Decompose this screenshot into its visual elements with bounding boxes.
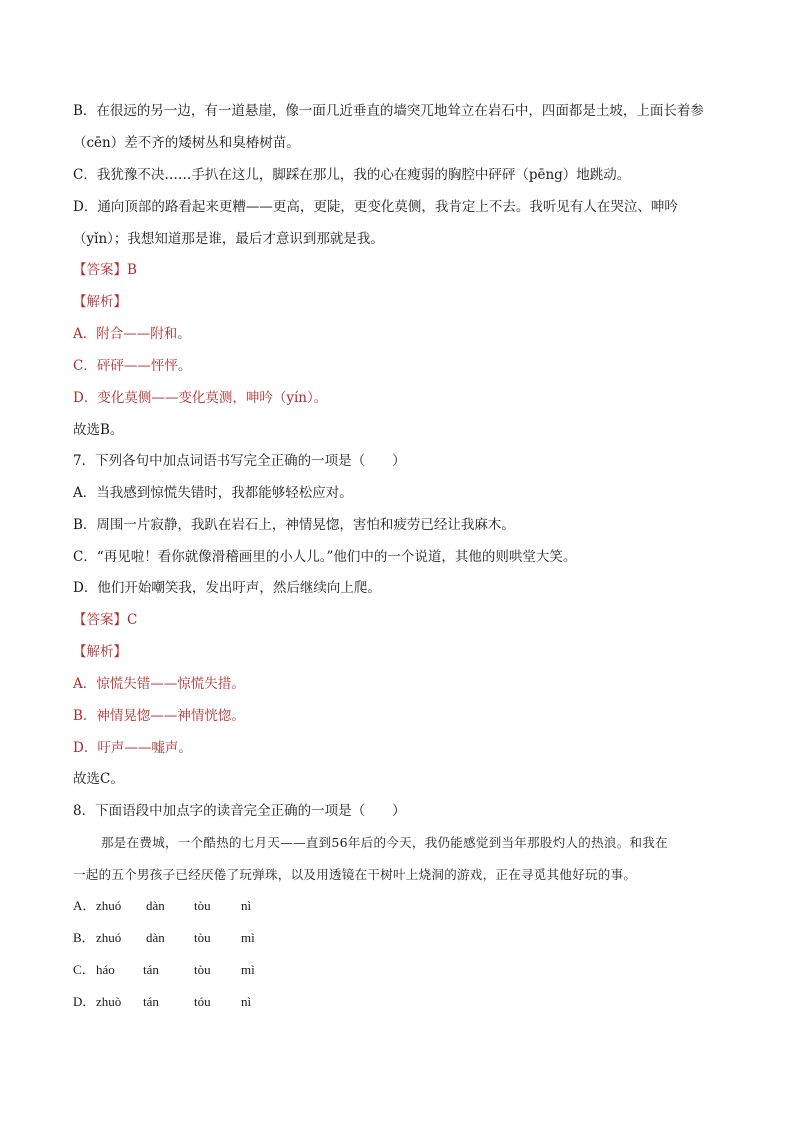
q8-passage-line1: 那是在费城，一个酷热的七月天——直到56年后的今天，我仍能感觉到当年那股灼人的热浪。和我在 <box>101 835 668 850</box>
pinyin: mì <box>241 930 255 945</box>
analysis-item: A．附合——附和。 <box>73 326 191 342</box>
pinyin: mì <box>241 962 255 977</box>
q7-option-a: A．当我感到惊慌失错时，我都能够轻松应对。 <box>73 485 353 501</box>
q8-stem: 8．下面语段中加点字的读音完全正确的一项是（ ） <box>73 803 406 819</box>
pinyin: tòu <box>194 898 211 913</box>
answer-value: B <box>127 262 137 278</box>
pinyin: dàn <box>146 898 165 913</box>
analysis-item: D．吁声——嘘声。 <box>73 740 192 756</box>
option-label: D． <box>73 994 96 1009</box>
answer-value: C <box>127 612 138 628</box>
option-c: C．我犹豫不决……手扒在这儿，脚踩在那儿，我的心在瘦弱的胸腔中砰砰（pēng）地跳动。 <box>73 167 631 183</box>
q7-option-d: D．他们开始嘲笑我，发出吁声，然后继续向上爬。 <box>73 580 381 596</box>
pinyin: háo <box>96 962 115 977</box>
q7-conclusion: 故选C。 <box>73 771 124 787</box>
pinyin: tóu <box>194 994 211 1009</box>
pinyin: nì <box>241 994 252 1009</box>
option-b-line2: （cēn）差不齐的矮树丛和臭椿树苗。 <box>73 135 300 151</box>
q7-answer-line <box>73 610 137 630</box>
pinyin: nì <box>241 898 252 913</box>
pinyin: tán <box>143 994 159 1009</box>
q7-option-c: C．“再见啦！看你就像滑稽画里的小人儿。”他们中的一个说道，其他的则哄堂大笑。 <box>73 549 577 565</box>
option-d-line2: （yǐn）；我想知道那是谁，最后才意识到那就是我。 <box>73 231 384 247</box>
analysis-tag: 【解析】 <box>73 294 127 310</box>
option-label: A． <box>73 898 96 913</box>
analysis-item: A．惊慌失错——惊慌失措。 <box>73 676 245 692</box>
analysis-item: B．神情晃惚——神情恍惚。 <box>73 708 245 724</box>
pinyin: dàn <box>146 930 165 945</box>
q7-analysis-tag: 【解析】 <box>73 644 127 660</box>
pinyin: tòu <box>194 962 211 977</box>
q8-option-c <box>73 960 255 980</box>
pinyin: zhuó <box>96 930 122 945</box>
answer-tag: 【答案】 <box>73 612 127 628</box>
analysis-item: C．砰砰——怦怦。 <box>73 358 192 374</box>
option-b-line1: B．在很远的另一边，有一道悬崖，像一面几近垂直的墙突兀地耸立在岩石中，四面都是土坡，上面长着参 <box>73 103 704 119</box>
option-d-line1: D．通向顶部的路看起来更糟——更高，更陡，更变化莫侧，我肯定上不去。我听见有人在哭泣、呻吟 <box>73 199 678 215</box>
pinyin: tán <box>143 962 159 977</box>
option-label: C． <box>73 962 95 977</box>
q8-option-d <box>73 992 252 1012</box>
answer-line <box>73 260 137 280</box>
conclusion: 故选B。 <box>73 422 124 438</box>
q7-option-b: B．周围一片寂静，我趴在岩石上，神情晃惚，害怕和疲劳已经让我麻木。 <box>73 517 515 533</box>
pinyin: tòu <box>194 930 211 945</box>
option-label: B． <box>73 930 95 945</box>
pinyin: zhuó <box>96 898 122 913</box>
q8-option-b <box>73 928 255 948</box>
answer-tag: 【答案】 <box>73 262 127 278</box>
pinyin: zhuò <box>96 994 122 1009</box>
analysis-item: D．变化莫侧——变化莫测，呻吟（yín）。 <box>73 390 328 406</box>
q8-passage-line2: 一起的五个男孩子已经厌倦了玩弹珠，以及用透镜在干树叶上烧洞的游戏，正在寻觅其他好玩的事。 <box>73 867 637 882</box>
q8-option-a <box>73 896 252 916</box>
q7-stem: 7．下列各句中加点词语书写完全正确的一项是（ ） <box>73 453 406 469</box>
